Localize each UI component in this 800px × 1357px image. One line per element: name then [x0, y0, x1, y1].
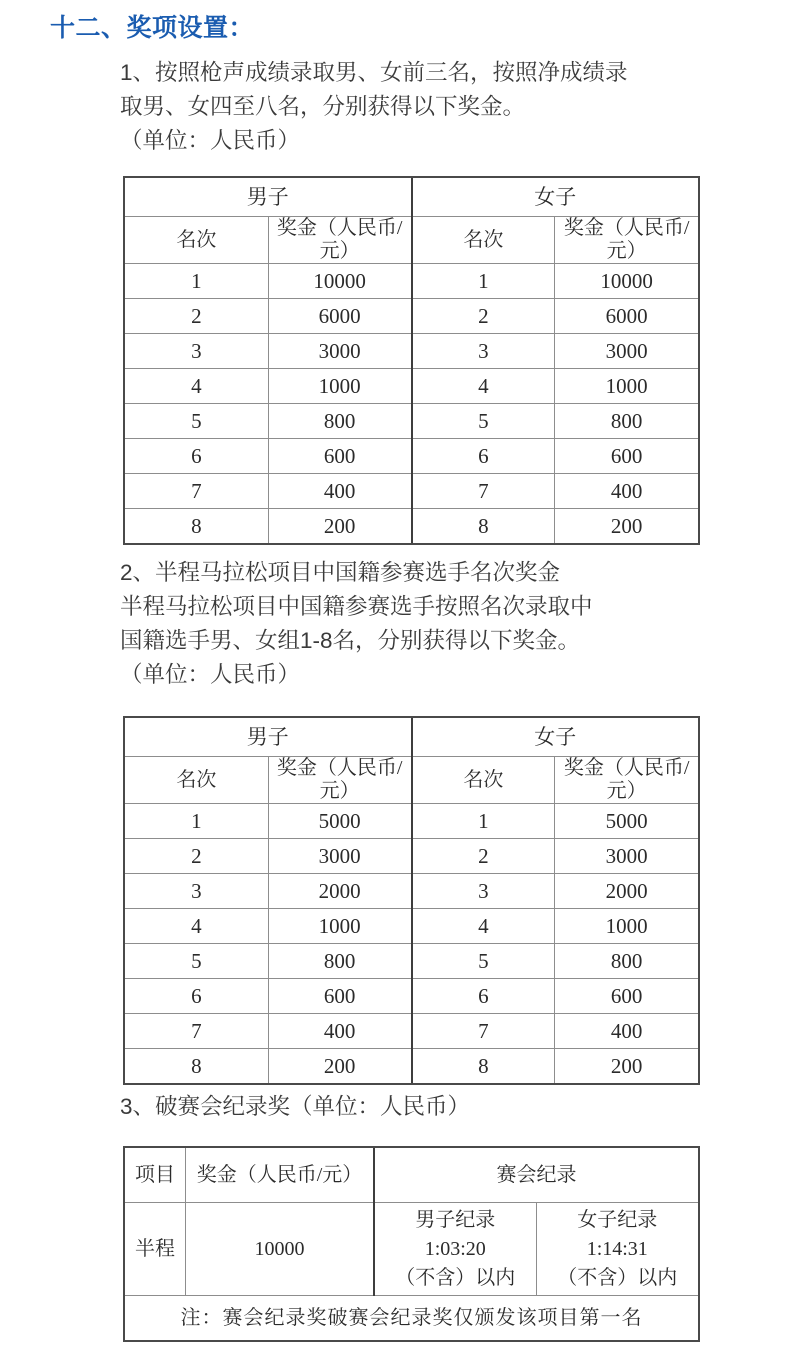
prize-female: 3000: [555, 839, 698, 874]
prize-female: 1000: [555, 909, 698, 944]
header-record: 赛会纪录: [374, 1148, 698, 1203]
rank-male: 4: [125, 369, 268, 404]
prize-male: 1000: [268, 369, 411, 404]
prize-female: 800: [555, 404, 698, 439]
table-header-group-row: [125, 718, 698, 757]
rank-male: 5: [125, 404, 268, 439]
header-rank-female: 名次: [412, 217, 555, 264]
rank-male: 7: [125, 474, 268, 509]
header-prize-female: 奖金（人民币/元）: [555, 217, 698, 264]
record-male-condition: （不含）以内: [395, 1266, 516, 1289]
prize-male: 400: [268, 1014, 411, 1049]
item2-paragraph: [120, 556, 720, 692]
header-prize-female: 奖金（人民币/元）: [555, 757, 698, 804]
prize-male: 10000: [268, 264, 411, 299]
table-row: [125, 509, 698, 544]
rank-male: 1: [125, 804, 268, 839]
rank-female: 5: [412, 404, 555, 439]
header-group-male: 男子: [125, 178, 412, 217]
rank-female: 3: [412, 334, 555, 369]
record-male-label: 男子纪录: [415, 1208, 496, 1231]
prize-female: 200: [555, 509, 698, 544]
prize-male: 600: [268, 979, 411, 1014]
record-male-time: 1:03:20: [424, 1237, 486, 1260]
prize-female: 400: [555, 474, 698, 509]
prize-male: 200: [268, 1049, 411, 1084]
rank-male: 1: [125, 264, 268, 299]
record-female-label: 女子纪录: [577, 1208, 658, 1231]
prize-male: 6000: [268, 299, 411, 334]
table-row: [125, 944, 698, 979]
header-group-female: 女子: [412, 718, 699, 757]
prize-male: 5000: [268, 804, 411, 839]
rank-male: 3: [125, 334, 268, 369]
record-note-row: [125, 1296, 698, 1341]
item3-record-table: [123, 1146, 700, 1342]
page-title: 十二、奖项设置：: [50, 14, 255, 42]
record-female-time: 1:14:31: [586, 1237, 648, 1260]
header-rank-male: 名次: [125, 217, 268, 264]
item3-heading: 3、破赛会纪录奖（单位：人民币）: [120, 1094, 471, 1119]
prize-male: 3000: [268, 839, 411, 874]
record-body-row: [125, 1203, 698, 1296]
record-event: 半程: [125, 1203, 186, 1296]
table-row: [125, 299, 698, 334]
rank-male: 6: [125, 979, 268, 1014]
header-group-female: 女子: [412, 178, 699, 217]
prize-female: 6000: [555, 299, 698, 334]
prize-table-2: [125, 718, 698, 1083]
rank-female: 4: [412, 909, 555, 944]
rank-male: 2: [125, 299, 268, 334]
item2-line-1: 2、半程马拉松项目中国籍参赛选手名次奖金: [120, 560, 561, 585]
table-row: [125, 1049, 698, 1084]
rank-female: 7: [412, 474, 555, 509]
header-rank-female: 名次: [412, 757, 555, 804]
rank-male: 2: [125, 839, 268, 874]
table-row: [125, 909, 698, 944]
prize-female: 400: [555, 1014, 698, 1049]
header-event: 项目: [125, 1148, 186, 1203]
table-row: [125, 404, 698, 439]
table-row: [125, 264, 698, 299]
rank-female: 5: [412, 944, 555, 979]
header-rank-male: 名次: [125, 757, 268, 804]
item1-prize-table: [123, 176, 700, 545]
item2-prize-table: [123, 716, 700, 1085]
record-table: [125, 1148, 698, 1340]
rank-female: 1: [412, 804, 555, 839]
item2-line-3: 国籍选手男、女组1-8名，分别获得以下奖金。: [120, 628, 581, 653]
prize-male: 800: [268, 404, 411, 439]
rank-male: 8: [125, 509, 268, 544]
rank-female: 4: [412, 369, 555, 404]
rank-female: 8: [412, 1049, 555, 1084]
table-row: [125, 979, 698, 1014]
rank-female: 2: [412, 839, 555, 874]
record-male-cell: [374, 1203, 536, 1296]
item1-line-2: 取男、女四至八名，分别获得以下奖金。: [120, 94, 526, 119]
prize-female: 2000: [555, 874, 698, 909]
rank-female: 2: [412, 299, 555, 334]
table-row: [125, 369, 698, 404]
header-group-male: 男子: [125, 718, 412, 757]
item1-line-3: （单位：人民币）: [120, 128, 301, 153]
prize-male: 3000: [268, 334, 411, 369]
header-prize-male: 奖金（人民币/元）: [268, 217, 411, 264]
item1-paragraph: [120, 56, 720, 158]
rank-female: 6: [412, 439, 555, 474]
table-row: [125, 1014, 698, 1049]
table-row: [125, 804, 698, 839]
record-prize: 10000: [186, 1203, 375, 1296]
item2-line-2: 半程马拉松项目中国籍参赛选手按照名次录取中: [120, 594, 593, 619]
table-row: [125, 839, 698, 874]
table-row: [125, 874, 698, 909]
rank-male: 5: [125, 944, 268, 979]
prize-male: 600: [268, 439, 411, 474]
table-row: [125, 474, 698, 509]
rank-female: 7: [412, 1014, 555, 1049]
record-female-cell: [536, 1203, 698, 1296]
rank-male: 4: [125, 909, 268, 944]
rank-female: 1: [412, 264, 555, 299]
rank-female: 8: [412, 509, 555, 544]
record-female-condition: （不含）以内: [557, 1266, 678, 1289]
table-row: [125, 439, 698, 474]
header-prize-male: 奖金（人民币/元）: [268, 757, 411, 804]
prize-female: 600: [555, 979, 698, 1014]
prize-male: 200: [268, 509, 411, 544]
record-note: 注：赛会纪录奖破赛会纪录奖仅颁发该项目第一名: [125, 1296, 698, 1341]
prize-male: 400: [268, 474, 411, 509]
table-header-col-row: [125, 757, 698, 804]
prize-female: 800: [555, 944, 698, 979]
item2-line-4: （单位：人民币）: [120, 662, 301, 687]
table-header-group-row: [125, 178, 698, 217]
prize-male: 1000: [268, 909, 411, 944]
table-header-col-row: [125, 217, 698, 264]
header-prize: 奖金（人民币/元）: [186, 1148, 375, 1203]
rank-male: 6: [125, 439, 268, 474]
prize-female: 200: [555, 1049, 698, 1084]
rank-female: 6: [412, 979, 555, 1014]
rank-male: 8: [125, 1049, 268, 1084]
prize-male: 800: [268, 944, 411, 979]
table-row: [125, 334, 698, 369]
prize-female: 5000: [555, 804, 698, 839]
prize-female: 600: [555, 439, 698, 474]
prize-female: 10000: [555, 264, 698, 299]
rank-male: 3: [125, 874, 268, 909]
item1-line-1: 1、按照枪声成绩录取男、女前三名，按照净成绩录: [120, 60, 628, 85]
rank-male: 7: [125, 1014, 268, 1049]
record-header-row: [125, 1148, 698, 1203]
rank-female: 3: [412, 874, 555, 909]
prize-female: 3000: [555, 334, 698, 369]
prize-table-1: [125, 178, 698, 543]
prize-male: 2000: [268, 874, 411, 909]
prize-female: 1000: [555, 369, 698, 404]
